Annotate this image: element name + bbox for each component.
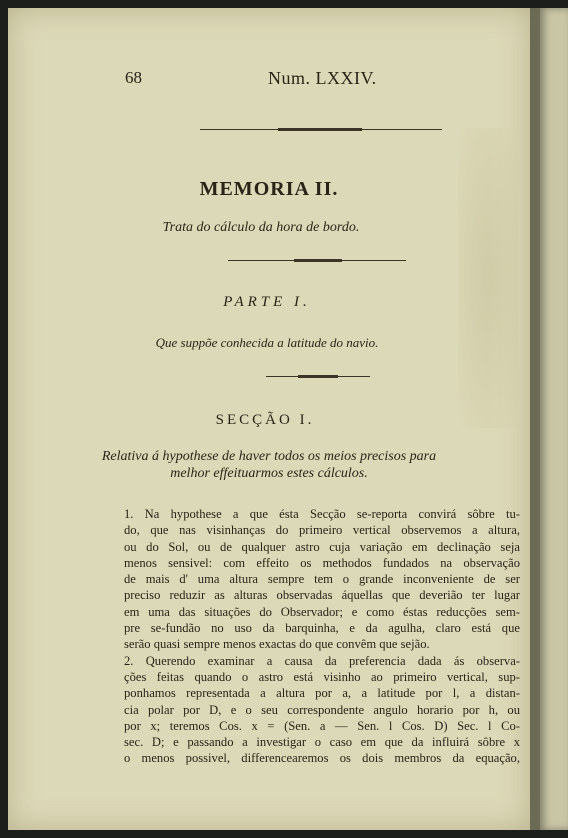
body-line: ou do Sol, ou de qualquer astro cuja variação em declinação seja	[124, 539, 520, 554]
body-line: serão quasi sempre menos exactas do que convêm que sejão.	[124, 637, 430, 652]
parte-title: PARTE I.	[223, 294, 311, 310]
seccao-subtitle	[8, 448, 530, 482]
running-header	[8, 68, 530, 98]
body-line: pre se-fundão no uso da barquinha, e da agulha, claro está que	[124, 621, 520, 636]
parte-subtitle: Que suppõe conhecida a latitude do navio.	[155, 335, 379, 350]
rule-parte	[266, 376, 370, 377]
seccao-subtitle-line: melhor effeituarmos estes cálculos.	[170, 466, 368, 481]
body-line: por x; teremos Cos. x = (Sen. a — Sen. l Cos. D) Sec. l Co-	[124, 718, 520, 733]
body-line: de mais d' uma altura sempre tem o grande inconveniente de ser	[124, 572, 520, 587]
body-line: cia polar por D, e o seu correspondente angulo horario por h, ou	[124, 702, 520, 717]
body-line: 2. Querendo examinar a causa da preferencia dada ás observa-	[124, 653, 520, 668]
rule-top	[200, 129, 442, 130]
rule-memoria	[228, 260, 406, 261]
seccao-title: SECÇÃO I.	[215, 412, 315, 428]
body-line: sec. D; e passando a investigar o caso em que da influirá sôbre x	[124, 735, 520, 750]
body-line: ções feitas quando o astro está visinho ao primeiro vertical, sup-	[124, 669, 520, 684]
memoria-subtitle: Trata do cálculo da hora de bordo.	[162, 220, 360, 235]
body-text	[124, 506, 520, 767]
issue-number: Num. LXXIV.	[268, 68, 377, 88]
body-line: ponhamos representada a altura por a, a latitude por l, a distan-	[124, 686, 520, 701]
body-line: o menos possivel, differencearemos os dois membros da equação,	[124, 751, 520, 766]
body-line: menos sensivel: com effeito os methodos fundados na observação	[124, 555, 520, 570]
body-line: em uma das situações do Observador; e como éstas reducções sem-	[124, 604, 520, 619]
book-edge-shadow	[530, 8, 540, 830]
seccao-subtitle-line: Relativa á hypothese de haver todos os meios precisos para	[101, 449, 437, 464]
page-number: 68	[125, 68, 142, 87]
book-next-page-edge	[540, 8, 568, 830]
paper-stain	[458, 128, 518, 428]
body-line: do, que nas visinhanças do primeiro vertical observemos a altura,	[124, 523, 520, 538]
body-line: preciso reduzir as alturas observadas áquellas que deverião ter lugar	[124, 588, 520, 603]
body-line: 1. Na hypothese a que ésta Secção se-reporta convirá sôbre tu-	[124, 507, 520, 521]
memoria-title: MEMORIA II.	[199, 178, 339, 200]
book-page	[8, 8, 530, 830]
